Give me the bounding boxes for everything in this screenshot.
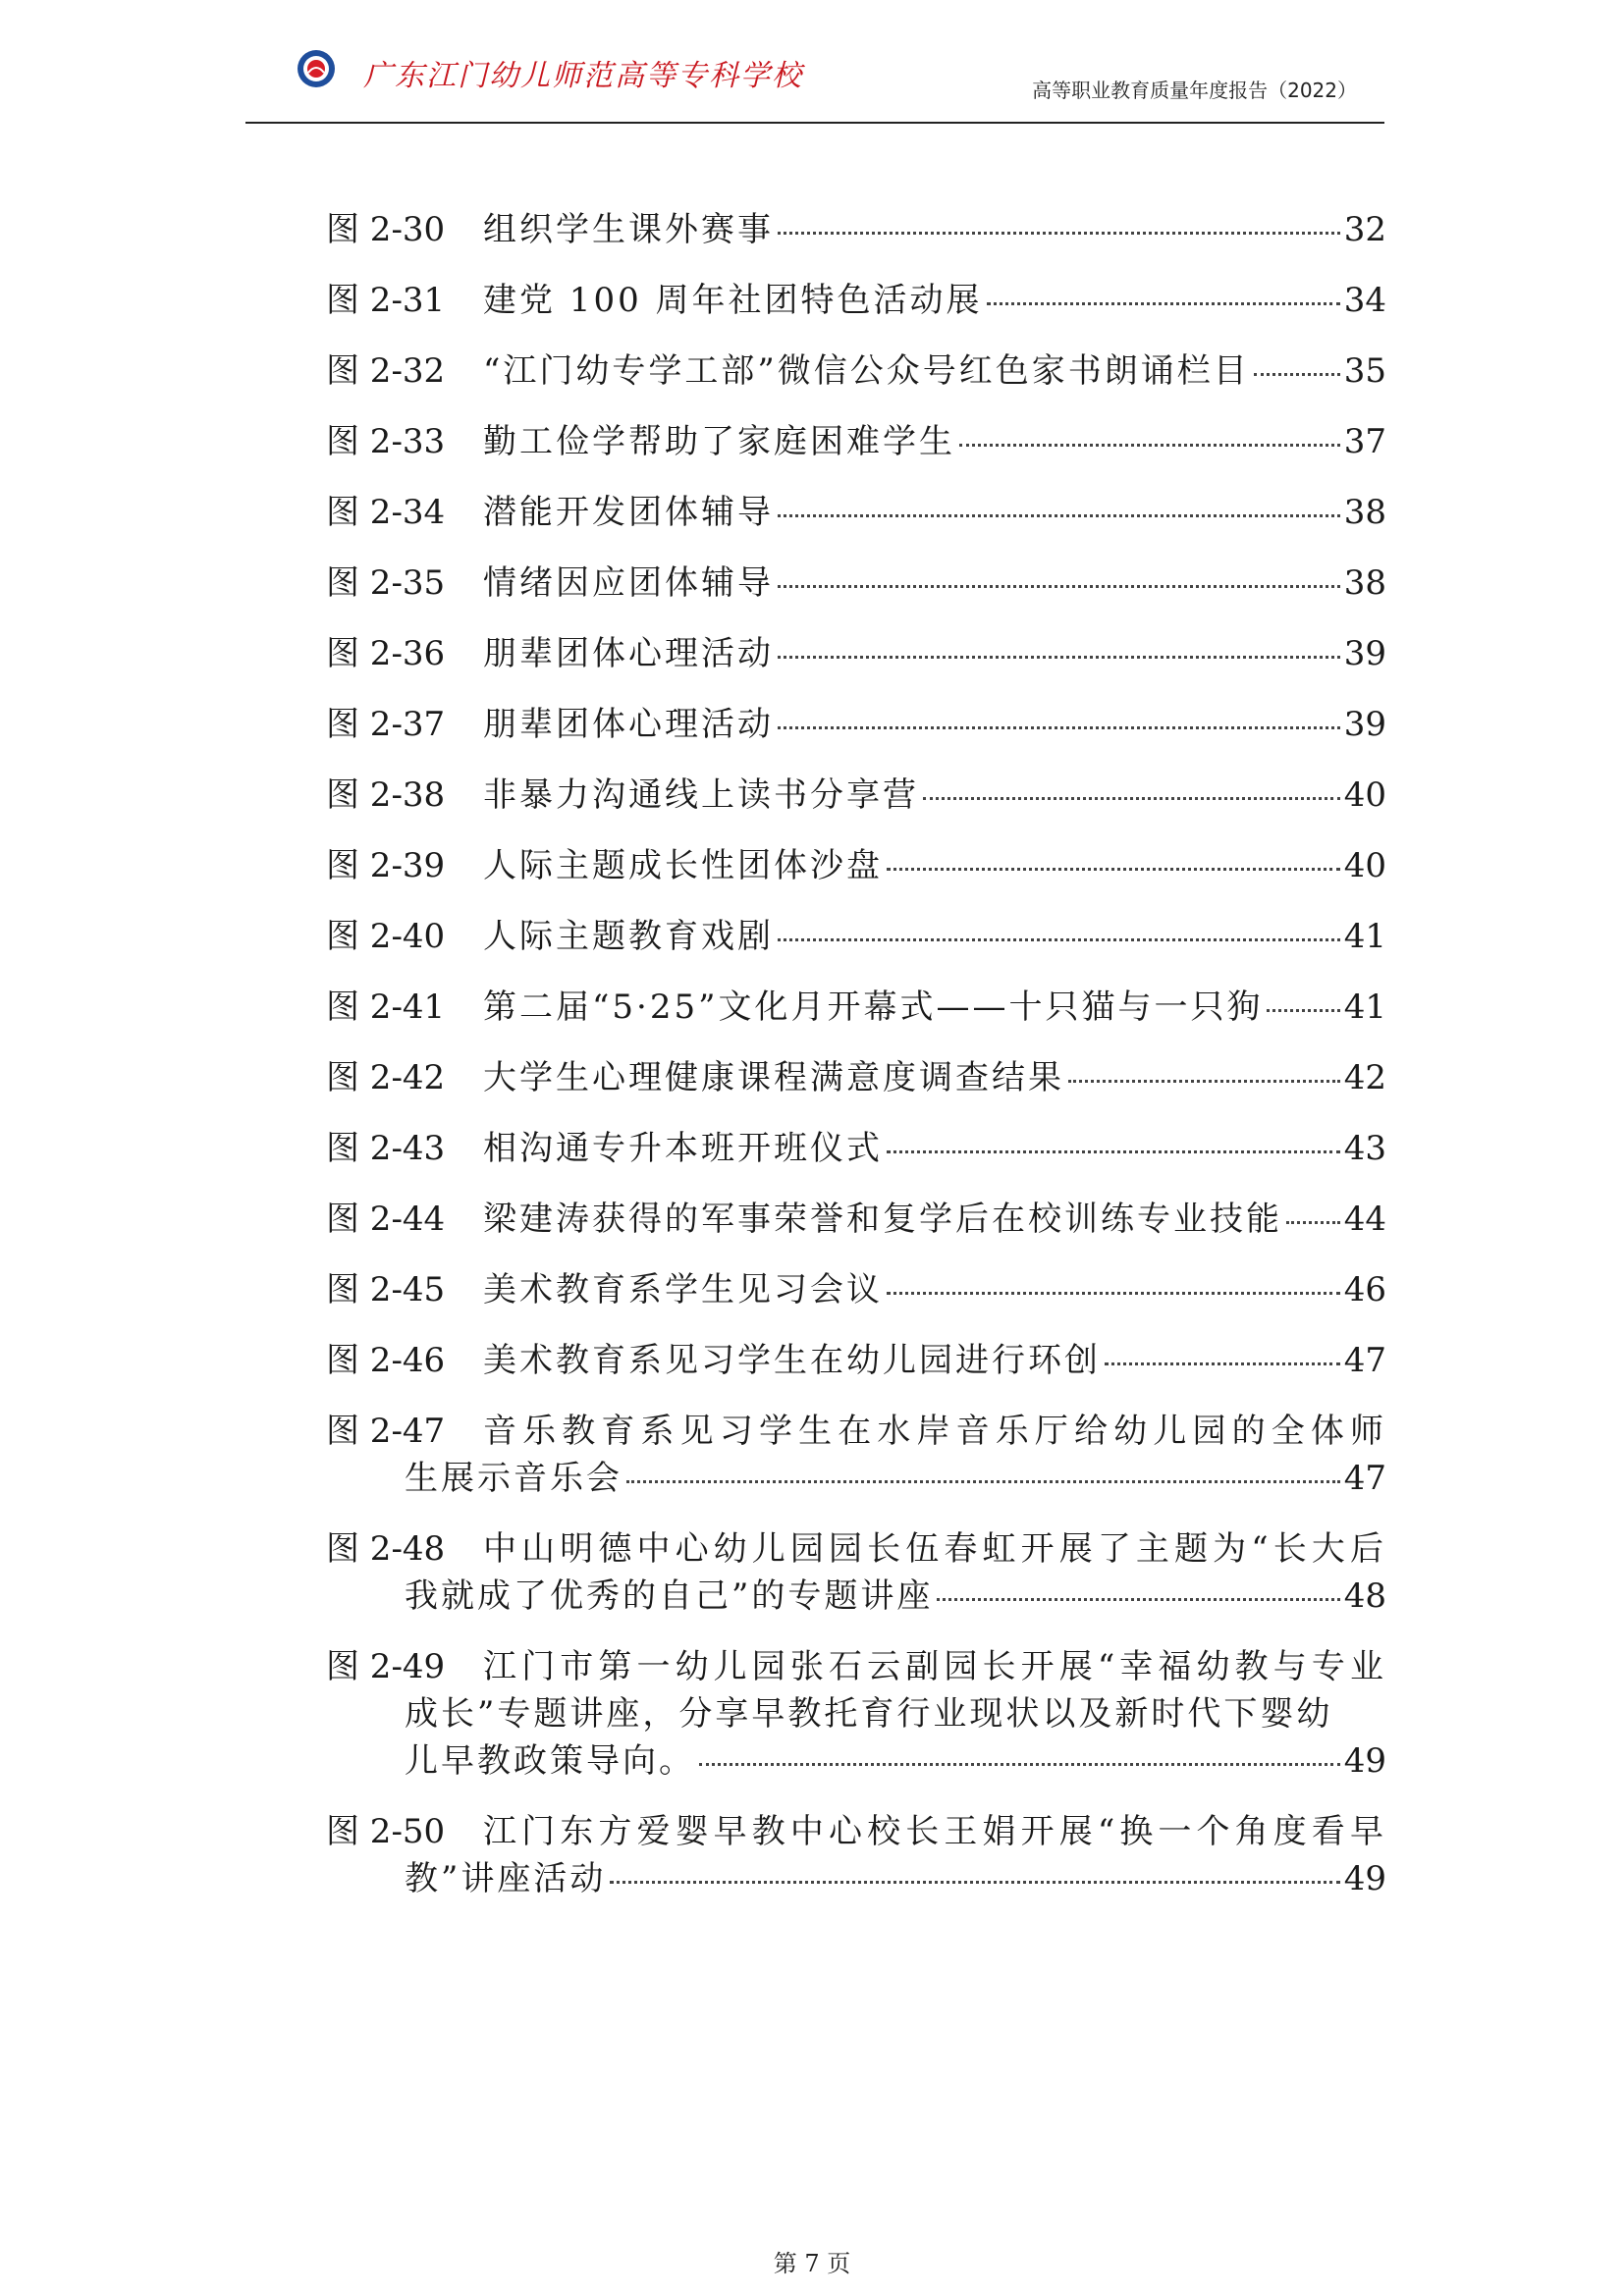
toc-entry (326, 206, 1386, 253)
toc-line (483, 913, 1386, 960)
dot-leader (778, 585, 1340, 588)
toc-entry-body (483, 347, 1386, 395)
figure-caption-line: 成长”专题讲座，分享早教托育行业现状以及新时代下婴幼 (405, 1694, 1333, 1734)
toc-line (405, 1737, 1386, 1785)
page-number: 第 7 页 (773, 2250, 851, 2277)
dot-leader (1105, 1362, 1340, 1365)
toc-entry (326, 1196, 1386, 1243)
toc-entry (326, 1125, 1386, 1172)
dot-leader (778, 514, 1340, 517)
figure-number: 图 2-36 (326, 634, 446, 673)
page-ref: 38 (1343, 493, 1386, 532)
toc-entry-body (483, 1125, 1386, 1172)
toc-entry (326, 1337, 1386, 1384)
toc-entry (326, 560, 1386, 607)
figure-caption: 情绪因应团体辅导 (483, 563, 774, 603)
figure-number: 图 2-34 (326, 493, 446, 532)
dot-leader (699, 1763, 1340, 1766)
figure-number: 图 2-32 (326, 351, 446, 391)
page-ref: 35 (1343, 351, 1386, 391)
toc-entry-body (483, 489, 1386, 536)
toc-entry-body (405, 1643, 1386, 1785)
toc-line (483, 984, 1386, 1031)
toc-entry-body (405, 1525, 1386, 1620)
figure-number: 图 2-42 (326, 1058, 446, 1097)
page-ref: 48 (1343, 1576, 1386, 1616)
toc-line (405, 1455, 1386, 1502)
toc-line (483, 418, 1386, 465)
dot-leader (1068, 1080, 1340, 1083)
toc-entry-body (483, 277, 1386, 324)
dot-leader (778, 726, 1340, 729)
page-ref: 49 (1343, 1741, 1386, 1781)
figure-caption-line: 生展示音乐会 (405, 1459, 623, 1498)
dot-leader (778, 656, 1340, 659)
page-ref: 39 (1343, 705, 1386, 744)
figure-caption: 美术教育系学生见习会议 (483, 1270, 883, 1309)
toc-entry (326, 1266, 1386, 1313)
toc-entry (326, 1808, 1386, 1902)
toc-entry (326, 984, 1386, 1031)
school-name: 广东江门幼儿师范高等专科学校 (363, 59, 803, 93)
figure-number: 图 2-50 (326, 1812, 446, 1851)
dot-leader (887, 868, 1340, 871)
toc-line (483, 701, 1386, 748)
toc-entry (326, 630, 1386, 677)
figure-caption: 美术教育系见习学生在幼儿园进行环创 (483, 1341, 1101, 1380)
figure-caption: 非暴力沟通线上读书分享营 (483, 775, 919, 815)
dot-leader (1267, 1009, 1339, 1012)
toc-entry-body (483, 1337, 1386, 1384)
figure-number: 图 2-48 (326, 1529, 446, 1569)
toc-entry (326, 1408, 1386, 1502)
toc-line (483, 1196, 1386, 1243)
page-ref: 47 (1343, 1341, 1386, 1380)
dot-leader (610, 1881, 1339, 1884)
dot-leader (626, 1480, 1340, 1483)
toc-entry-body (483, 842, 1386, 889)
toc-entry-body (483, 418, 1386, 465)
page-ref: 46 (1343, 1270, 1386, 1309)
toc-entry-body (483, 1054, 1386, 1101)
figure-number: 图 2-43 (326, 1129, 446, 1168)
toc-line (483, 347, 1386, 395)
figure-caption: 组织学生课外赛事 (483, 210, 774, 249)
toc-entry-body (483, 701, 1386, 748)
toc-line (483, 842, 1386, 889)
page-ref: 37 (1343, 422, 1386, 461)
figure-number: 图 2-35 (326, 563, 446, 603)
figure-number: 图 2-38 (326, 775, 446, 815)
toc-entry-body (483, 772, 1386, 819)
toc-entry (326, 347, 1386, 395)
toc-line (483, 206, 1386, 253)
toc-entry-body (483, 984, 1386, 1031)
figure-caption: 人际主题教育戏剧 (483, 917, 774, 956)
toc-entry-body (483, 1196, 1386, 1243)
toc-line (483, 560, 1386, 607)
dot-leader (959, 444, 1340, 447)
dot-leader (778, 938, 1340, 941)
toc-entry-body (483, 913, 1386, 960)
figure-number: 图 2-46 (326, 1341, 446, 1380)
figure-caption: 大学生心理健康课程满意度调查结果 (483, 1058, 1064, 1097)
page-ref: 32 (1343, 210, 1386, 249)
toc-entry (326, 418, 1386, 465)
page-header (245, 39, 1384, 124)
page-ref: 34 (1343, 281, 1386, 320)
toc-line (483, 489, 1386, 536)
figure-caption: 朋辈团体心理活动 (483, 634, 774, 673)
dot-leader (887, 1292, 1340, 1295)
page-ref: 43 (1343, 1129, 1386, 1168)
figure-number: 图 2-30 (326, 210, 446, 249)
figure-caption-line: 我就成了优秀的自己”的专题讲座 (405, 1576, 934, 1616)
page-ref: 40 (1343, 846, 1386, 885)
toc-line (483, 772, 1386, 819)
figure-list (326, 206, 1386, 1926)
page-ref: 40 (1343, 775, 1386, 815)
dot-leader (1254, 373, 1340, 376)
page-ref: 41 (1343, 988, 1386, 1027)
toc-entry (326, 913, 1386, 960)
dot-leader (1286, 1221, 1340, 1224)
toc-entry (326, 842, 1386, 889)
dot-leader (887, 1150, 1340, 1153)
figure-number: 图 2-31 (326, 281, 446, 320)
toc-entry (326, 701, 1386, 748)
figure-number: 图 2-47 (326, 1412, 446, 1451)
dot-leader (923, 797, 1340, 800)
page-ref: 44 (1343, 1200, 1386, 1239)
figure-number: 图 2-40 (326, 917, 446, 956)
figure-caption: “江门幼专学工部”微信公众号红色家书朗诵栏目 (483, 351, 1250, 391)
figure-number: 图 2-33 (326, 422, 446, 461)
toc-entry-body (405, 1808, 1386, 1902)
school-emblem-icon (297, 49, 336, 88)
figure-caption: 建党 100 周年社团特色活动展 (483, 281, 983, 320)
toc-entry-body (483, 206, 1386, 253)
toc-line (483, 1125, 1386, 1172)
toc-entry-body (483, 1266, 1386, 1313)
figure-caption: 勤工俭学帮助了家庭困难学生 (483, 422, 955, 461)
toc-entry (326, 772, 1386, 819)
figure-caption: 相沟通专升本班开班仪式 (483, 1129, 883, 1168)
figure-number: 图 2-41 (326, 988, 446, 1027)
figure-caption: 朋辈团体心理活动 (483, 705, 774, 744)
toc-entry-body (483, 630, 1386, 677)
figure-caption-line: 江门市第一幼儿园张石云副园长开展“幸福幼教与专业 (483, 1647, 1386, 1686)
toc-entry (326, 1643, 1386, 1785)
figure-number: 图 2-39 (326, 846, 446, 885)
toc-entry (326, 489, 1386, 536)
figure-caption: 第二届“5·25”文化月开幕式——十只猫与一只狗 (483, 988, 1264, 1027)
figure-caption: 潜能开发团体辅导 (483, 493, 774, 532)
toc-line (483, 277, 1386, 324)
toc-entry (326, 1054, 1386, 1101)
figure-number: 图 2-44 (326, 1200, 446, 1239)
figure-caption: 梁建涛获得的军事荣誉和复学后在校训练专业技能 (483, 1200, 1282, 1239)
figure-caption-line: 中山明德中心幼儿园园长伍春虹开展了主题为“长大后 (483, 1529, 1386, 1569)
page-ref: 38 (1343, 563, 1386, 603)
toc-entry-body (483, 560, 1386, 607)
figure-number: 图 2-45 (326, 1270, 446, 1309)
page-ref: 42 (1343, 1058, 1386, 1097)
dot-leader (778, 232, 1340, 235)
page-ref: 47 (1343, 1459, 1386, 1498)
toc-line (483, 630, 1386, 677)
toc-line (405, 1855, 1386, 1902)
figure-caption: 人际主题成长性团体沙盘 (483, 846, 883, 885)
dot-leader (987, 302, 1340, 305)
dot-leader (937, 1598, 1339, 1601)
toc-entry (326, 277, 1386, 324)
figure-number: 图 2-37 (326, 705, 446, 744)
figure-caption-line: 儿早教政策导向。 (405, 1741, 695, 1781)
toc-line (483, 1337, 1386, 1384)
report-title: 高等职业教育质量年度报告（2022） (1032, 79, 1357, 102)
toc-line (483, 1054, 1386, 1101)
toc-entry (326, 1525, 1386, 1620)
figure-caption-line: 江门东方爱婴早教中心校长王娟开展“换一个角度看早 (483, 1812, 1386, 1851)
figure-number: 图 2-49 (326, 1647, 446, 1686)
page-ref: 41 (1343, 917, 1386, 956)
page-ref: 39 (1343, 634, 1386, 673)
page-ref: 49 (1343, 1859, 1386, 1898)
toc-entry-body (405, 1408, 1386, 1502)
toc-line (483, 1266, 1386, 1313)
figure-caption-line: 音乐教育系见习学生在水岸音乐厅给幼儿园的全体师 (483, 1412, 1386, 1451)
figure-caption-line: 教”讲座活动 (405, 1859, 607, 1898)
toc-line (405, 1573, 1386, 1620)
